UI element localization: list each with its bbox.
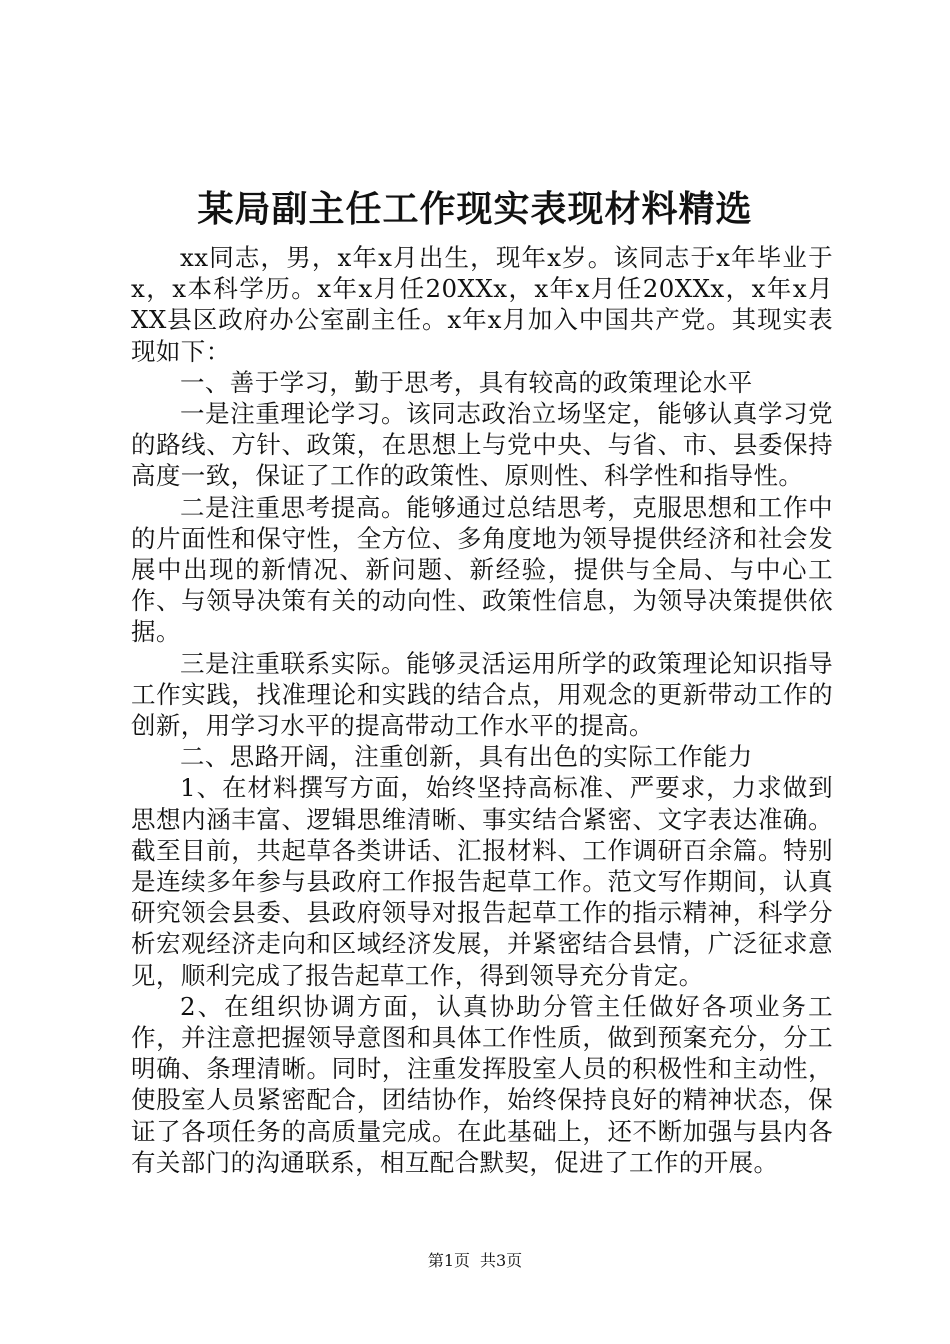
page-total: 共3页 <box>480 1251 523 1270</box>
document-title: 某局副主任工作现实表现材料精选 <box>197 188 753 230</box>
paragraph-theory-study: 一是注重理论学习。该同志政治立场坚定，能够认真学习党的路线、方针、政策，在思想上与党中央、与省、市、县委保持高度一致，保证了工作的政策性、原则性、科学性和指导性。 <box>131 399 833 491</box>
paragraph-reflection: 二是注重思考提高。能够通过总结思考，克服思想和工作中的片面性和保守性，全方位、多角度地为领导提供经济和社会发展中出现的新情况、新问题、新经验，提供与全局、与中心工作、与领导决策有关的动向性、政策性信息，为领导决策提供依据。 <box>131 492 833 647</box>
paragraph-practice: 三是注重联系实际。能够灵活运用所学的政策理论知识指导工作实践，找准理论和实践的结合点，用观念的更新带动工作的创新，用学习水平的提高带动工作水平的提高。 <box>131 648 833 741</box>
document-body <box>131 242 833 1178</box>
section-heading-1: 一、善于学习，勤于思考，具有较高的政策理论水平 <box>180 367 753 397</box>
paragraph-writing: 1、在材料撰写方面，始终坚持高标准、严要求，力求做到思想内涵丰富、逻辑思维清晰、事实结合紧密、文字表达准确。截至目前，共起草各类讲话、汇报材料、工作调研百余篇。特别是连续多年参与县政府工作报告起草工作。范文写作期间，认真研究领会县委、县政府领导对报告起草工作的指示精神，科学分析宏观经济走向和区域经济发展，并紧密结合县情，广泛征求意见，顺利完成了报告起草工作，得到领导充分肯定。 <box>131 773 833 990</box>
page-footer <box>0 1250 950 1272</box>
paragraph-coordination: 2、在组织协调方面，认真协助分管主任做好各项业务工作，并注意把握领导意图和具体工作性质，做到预案充分，分工明确、条理清晰。同时，注重发挥股室人员的积极性和主动性，使股室人员紧密配合，团结协作，始终保持良好的精神状态，保证了各项任务的高质量完成。在此基础上，还不断加强与县内各有关部门的沟通联系，相互配合默契，促进了工作的开展。 <box>131 991 833 1177</box>
intro-paragraph: xx同志，男，x年x月出生，现年x岁。该同志于x年毕业于x，x本科学历。x年x月任20XXx，x年x月任20XXx，x年x月XX县区政府办公室副主任。x年x月加入中国共产党。其现实表现如下： <box>131 243 833 366</box>
page-number: 第1页 <box>427 1251 470 1270</box>
section-heading-2: 二、思路开阔，注重创新，具有出色的实际工作能力 <box>180 742 753 772</box>
